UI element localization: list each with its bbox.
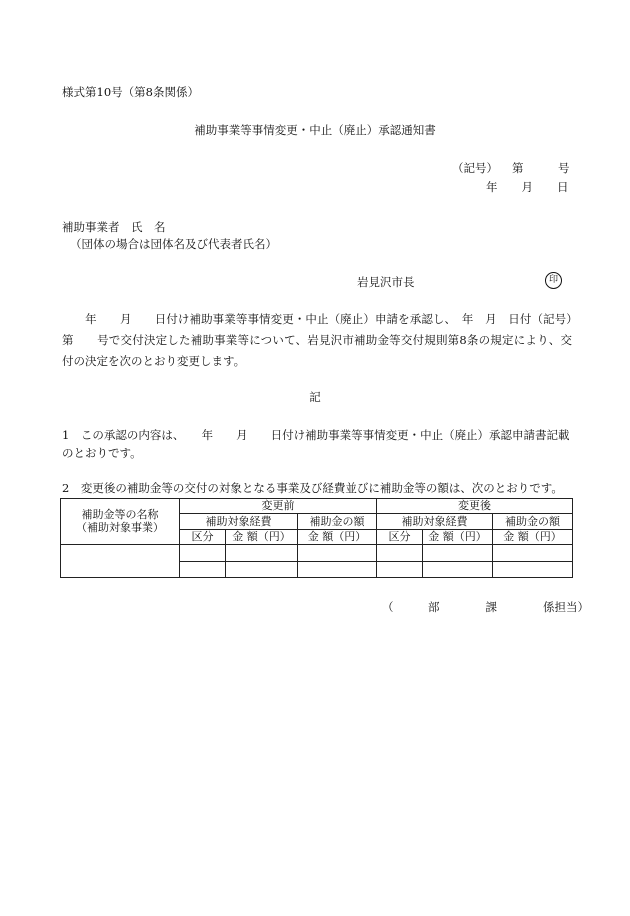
- subsidy-name-header: [61, 499, 180, 545]
- before-category-header: 区分: [180, 529, 226, 544]
- table-cell[interactable]: [298, 545, 377, 561]
- reference-number-prefix: 第: [512, 161, 524, 175]
- table-cell[interactable]: [423, 561, 493, 577]
- table-cell[interactable]: [180, 545, 226, 561]
- table-cell[interactable]: [423, 545, 493, 561]
- table-cell[interactable]: [493, 561, 573, 577]
- table-cell[interactable]: [180, 561, 226, 577]
- reference-number-suffix: 号: [558, 161, 570, 175]
- date-day: 日: [557, 180, 569, 194]
- table-cell[interactable]: [493, 545, 573, 561]
- table-cell[interactable]: [226, 545, 298, 561]
- before-cost-amount-header: 金 額（円）: [226, 529, 298, 544]
- recipient-line: 補助事業者 氏 名: [62, 220, 166, 234]
- issuer-name: 岩見沢市長: [357, 275, 415, 289]
- after-cost-amount-header: 金 額（円）: [423, 529, 493, 544]
- subsidy-table: [60, 498, 573, 578]
- body-paragraph: 年 月 日付け補助事業等事情変更・中止（廃止）申請を承認し、 年 月 日付（記号）第 号で交付決定した補助事業等について、岩見沢市補助金等交付規則第8条の規定により、交付の決定を次のとおり変更します。: [62, 312, 572, 368]
- ki-heading: 記: [309, 390, 321, 404]
- recipient-note: （団体の場合は団体名及び代表者氏名）: [70, 237, 277, 251]
- subsidy-name-label: 補助金等の名称: [81, 508, 159, 522]
- after-subsidy-yen-header: 金 額（円）: [493, 529, 573, 544]
- before-target-cost-header: 補助対象経費: [180, 514, 298, 529]
- subsidy-name-sub-label: （補助対象事業）: [76, 520, 164, 534]
- before-header: 変更前: [180, 499, 377, 514]
- before-subsidy-yen-header: 金 額（円）: [298, 529, 377, 544]
- document-title: 補助事業等事情変更・中止（廃止）承認通知書: [194, 123, 436, 137]
- before-subsidy-amount-header: 補助金の額: [298, 514, 377, 529]
- table-cell[interactable]: [377, 545, 423, 561]
- date-year: 年: [486, 180, 498, 194]
- table-cell[interactable]: [226, 561, 298, 577]
- after-category-header: 区分: [377, 529, 423, 544]
- after-target-cost-header: 補助対象経費: [377, 514, 493, 529]
- after-subsidy-amount-header: 補助金の額: [493, 514, 573, 529]
- seal-icon: 印: [545, 272, 562, 289]
- department-in-charge: （ 部 課 係担当）: [382, 600, 589, 614]
- table-cell[interactable]: [61, 545, 180, 578]
- item-1: 1 この承認の内容は、 年 月 日付け補助事業等事情変更・中止（廃止）承認申請書記載のとおりです。: [62, 428, 570, 460]
- reference-code-label: （記号）: [452, 161, 498, 175]
- form-number: 様式第10号（第8条関係）: [62, 85, 199, 99]
- table-cell[interactable]: [377, 561, 423, 577]
- issue-date: [486, 181, 569, 195]
- after-header: 変更後: [377, 499, 573, 514]
- item-2: 2 変更後の補助金等の交付の対象となる事業及び経費並びに補助金等の額は、次のとおりです。: [62, 481, 563, 495]
- table-cell[interactable]: [298, 561, 377, 577]
- date-month: 月: [521, 180, 533, 194]
